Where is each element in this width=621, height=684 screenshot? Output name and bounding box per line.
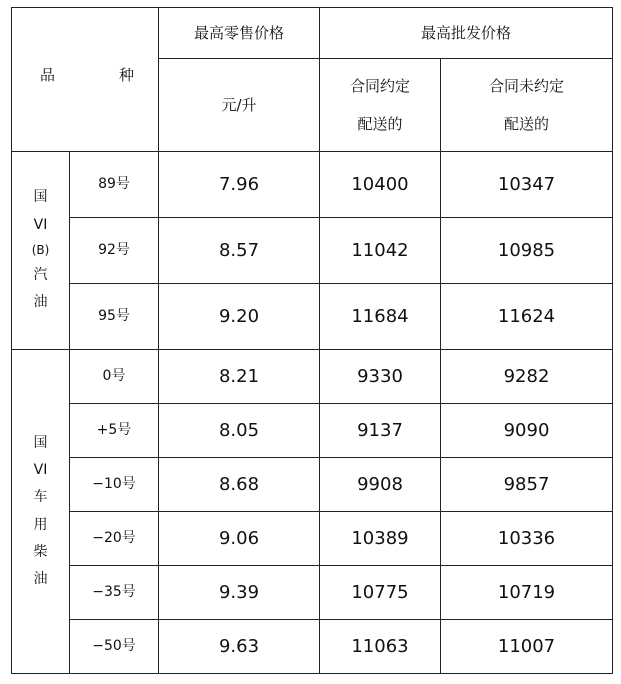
table-row <box>12 512 613 566</box>
contract-price-cell: 10400 <box>320 152 441 218</box>
grade-cell: 0号 <box>70 350 159 404</box>
table-row <box>12 350 613 404</box>
non-contract-price-cell: 9090 <box>441 404 613 458</box>
wholesale-price-header: 最高批发价格 <box>320 8 613 59</box>
non-contract-price-cell: 9857 <box>441 458 613 512</box>
contract-price-cell: 9330 <box>320 350 441 404</box>
grade-cell: −50号 <box>70 620 159 674</box>
table-row <box>12 284 613 350</box>
non-contract-delivery-header <box>441 59 613 152</box>
fuel-price-table <box>11 7 613 674</box>
grade-cell: −10号 <box>70 458 159 512</box>
group-label-line: (B) <box>31 242 50 257</box>
retail-price-cell: 8.68 <box>159 458 320 512</box>
variety-header-left: 品 <box>40 66 56 84</box>
table-row <box>12 566 613 620</box>
contract-delivery-line-1: 合同约定 <box>349 77 410 95</box>
non-contract-delivery-line-1: 合同未约定 <box>489 77 565 95</box>
grade-cell: 92号 <box>70 218 159 284</box>
non-contract-price-cell: 10336 <box>441 512 613 566</box>
gasoline-group-label <box>12 152 70 350</box>
retail-price-cell: 8.57 <box>159 218 320 284</box>
contract-delivery-header <box>320 59 441 152</box>
contract-price-cell: 10389 <box>320 512 441 566</box>
group-label-line: 柴 <box>33 543 48 560</box>
non-contract-price-cell: 10347 <box>441 152 613 218</box>
grade-cell: +5号 <box>70 404 159 458</box>
retail-unit-header: 元/升 <box>159 59 320 152</box>
contract-price-cell: 10775 <box>320 566 441 620</box>
table-row <box>12 218 613 284</box>
table-row <box>12 152 613 218</box>
retail-price-cell: 9.20 <box>159 284 320 350</box>
non-contract-price-cell: 9282 <box>441 350 613 404</box>
table-row <box>12 620 613 674</box>
retail-price-cell: 9.06 <box>159 512 320 566</box>
non-contract-price-cell: 11007 <box>441 620 613 674</box>
non-contract-price-cell: 10985 <box>441 218 613 284</box>
group-label-line: VI <box>33 461 48 478</box>
grade-cell: 89号 <box>70 152 159 218</box>
contract-delivery-line-2: 配送的 <box>357 115 403 133</box>
group-label-line: 汽 <box>33 267 48 284</box>
group-label-line: 国 <box>33 434 48 451</box>
variety-header <box>12 8 159 152</box>
contract-price-cell: 11042 <box>320 218 441 284</box>
grade-cell: 95号 <box>70 284 159 350</box>
contract-price-cell: 11684 <box>320 284 441 350</box>
contract-price-cell: 9137 <box>320 404 441 458</box>
table-row <box>12 404 613 458</box>
group-label-line: 车 <box>33 489 48 506</box>
retail-price-cell: 9.63 <box>159 620 320 674</box>
retail-price-header: 最高零售价格 <box>159 8 320 59</box>
retail-price-cell: 8.21 <box>159 350 320 404</box>
non-contract-price-cell: 10719 <box>441 566 613 620</box>
contract-price-cell: 9908 <box>320 458 441 512</box>
retail-price-cell: 7.96 <box>159 152 320 218</box>
group-label-line: 油 <box>33 571 48 588</box>
group-label-line: 国 <box>33 189 48 206</box>
diesel-group-label <box>12 350 70 674</box>
grade-cell: −20号 <box>70 512 159 566</box>
non-contract-price-cell: 11624 <box>441 284 613 350</box>
retail-price-cell: 9.39 <box>159 566 320 620</box>
contract-price-cell: 11063 <box>320 620 441 674</box>
table-row <box>12 458 613 512</box>
retail-price-cell: 8.05 <box>159 404 320 458</box>
group-label-line: 油 <box>33 294 48 311</box>
group-label-line: VI <box>33 216 48 233</box>
non-contract-delivery-line-2: 配送的 <box>504 115 550 133</box>
group-label-line: 用 <box>33 516 48 533</box>
grade-cell: −35号 <box>70 566 159 620</box>
variety-header-right: 种 <box>119 66 135 84</box>
